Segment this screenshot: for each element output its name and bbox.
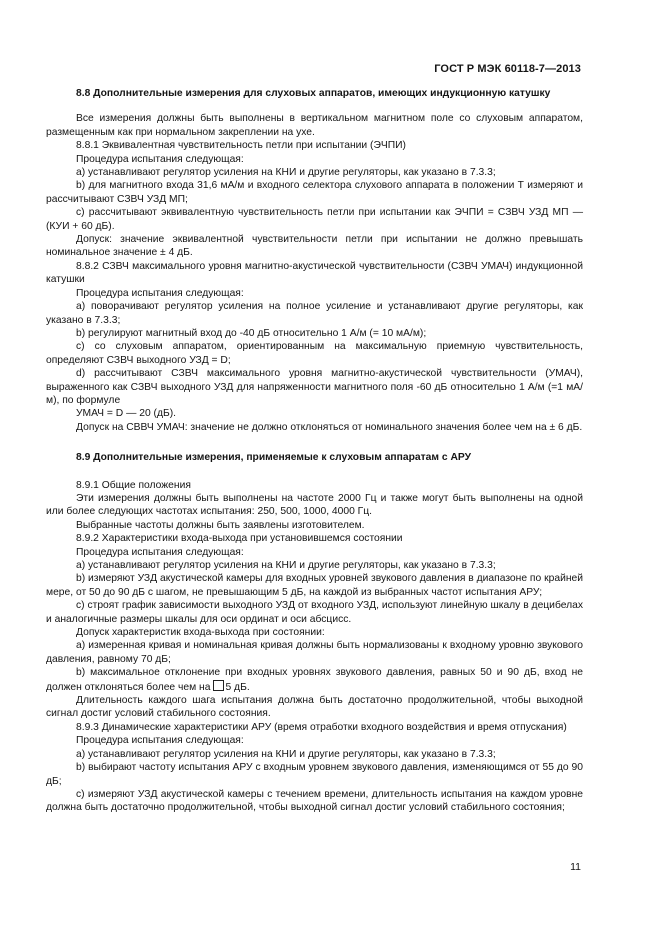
clause-8-9-1-text: Эти измерения должны быть выполнены на частоте 2000 Гц и также могут быть выполнены на одной или более следующих частотах испытания: 250, 500, 1000, 4000 Гц.	[46, 492, 583, 518]
clause-8-8-2-tolerance: Допуск на СВВЧ УМАЧ: значение не должно отклоняться от номинального значения более чем на ± 6 дБ.	[76, 421, 583, 433]
clause-8-9-2-item-a: а) устанавливают регулятор усиления на КНИ и другие регуляторы, как указано в 7.3.3;	[76, 560, 496, 571]
clause-8-9-3-title: 8.9.3 Динамические характеристики АРУ (время отработки входного воздействия и время отпускания)	[76, 721, 567, 733]
section-8-8-title: 8.8 Дополнительные измерения для слуховых аппаратов, имеющих индукционную катушку	[76, 88, 551, 99]
tolerance-b-value: 5 дБ.	[225, 681, 250, 693]
clause-8-8-1-item-a: а) устанавливают регулятор усиления на КНИ и другие регуляторы, как указано в 7.3.3;	[76, 167, 496, 179]
clause-8-9-2-title: 8.9.2 Характеристики входа-выхода при установившемся состоянии	[76, 533, 403, 545]
clause-8-9-2-tolerance-a: а) измеренная кривая и номинальная кривая должны быть нормализованы к входному уровню звукового давления, равному 70 дБ;	[46, 640, 583, 665]
clause-8-8-1-item-c: с) рассчитывают эквивалентную чувствительность петли при испытании как ЭЧПИ = СЗВЧ УЗД МП — (КУИ + 60 дБ).	[46, 207, 583, 232]
clause-8-9-3-item-b: b) выбирают частоту испытания АРУ с входным уровнем звукового давления, изменяющимся от 55 до 90 дБ;	[46, 762, 583, 787]
clause-8-8-1-item-b: b) для магнитного входа 31,6 мА/м и входного селектора слухового аппарата в положении Т измеряют и рассчитывают СЗВЧ УЗД МП;	[46, 180, 583, 205]
clause-8-8-1-tolerance: Допуск: значение эквивалентной чувствительности петли при испытании не должно превышать номинальное значение ± 4 дБ.	[46, 234, 583, 259]
page-content	[46, 87, 583, 815]
clause-8-9-2-tolerance-title: Допуск характеристик входа-выхода при состоянии:	[76, 627, 325, 639]
clause-8-8-1-procedure: Процедура испытания следующая:	[76, 153, 244, 165]
clause-8-9-3-item-a: а) устанавливают регулятор усиления на КНИ и другие регуляторы, как указано в 7.3.3;	[76, 748, 496, 760]
section-8-8-intro: Все измерения должны быть выполнены в вертикальном магнитном поле со слуховым аппаратом, размещенным как при нормальном закреплении на ухе.	[46, 113, 583, 138]
clause-8-9-2-step-duration: Длительность каждого шага испытания должна быть достаточно продолжительной, чтобы выходной сигнал достиг условий стабильного состояния.	[46, 695, 583, 720]
clause-8-9-2-procedure: Процедура испытания следующая:	[76, 546, 244, 558]
page-number: 11	[570, 861, 581, 873]
clause-8-8-2-procedure: Процедура испытания следующая:	[76, 287, 244, 299]
clause-8-8-2-item-d: d) рассчитывают СЗВЧ максимального уровня магнитно-акустической чувствительности (УМАЧ), выраженного как СЗВЧ выходного УЗД для напряженности магнитного поля -60 дБ относительно 1 А/м (=1 мА/м), по формуле	[46, 368, 583, 406]
clause-8-9-1-text-2: Выбранные частоты должны быть заявлены изготовителем.	[76, 519, 365, 531]
tolerance-b-text: b) максимальное отклонение при входных уровнях звукового давления, равных 50 и 90 дБ, вход не должен отклоняться более чем на	[46, 667, 583, 693]
clause-8-9-2-item-b: b) измеряют УЗД акустической камеры для входных уровней звукового давления в диапазоне по крайней мере, от 50 до 90 дБ с шагом, не превышающим 5 дБ, на каждой из выбранных частот испытания АРУ;	[46, 573, 583, 598]
clause-8-9-2-item-c: с) строят график зависимости выходного УЗД от входного УЗД, используют линейную шкалу в децибелах и аналогичные размеры шкалы для оси ординат и оси абсцисс.	[46, 600, 583, 625]
section-8-9-title: 8.9 Дополнительные измерения, применяемые к слуховым аппаратам с АРУ	[76, 452, 472, 464]
clause-8-8-2-formula: УМАЧ = D — 20 (дБ).	[76, 408, 177, 420]
clause-8-9-3-item-c: с) измеряют УЗД акустической камеры с течением времени, длительность испытания на каждом уровне должна быть достаточно продолжительной, чтобы выходной сигнал достиг условий стабильного состояния;	[46, 788, 583, 814]
standard-code: ГОСТ Р МЭК 60118-7—2013	[434, 63, 581, 75]
clause-8-9-1-title: 8.9.1 Общие положения	[76, 479, 191, 491]
clause-8-8-2-item-b: b) регулируют магнитный вход до -40 дБ относительно 1 А/м (= 10 мА/м);	[76, 327, 427, 339]
clause-8-8-1-title: 8.8.1 Эквивалентная чувствительность петли при испытании (ЭЧПИ)	[76, 140, 406, 152]
clause-8-8-2-title: 8.8.2 СЗВЧ максимального уровня магнитно-акустической чувствительности (СЗВЧ УМАЧ) индукционной катушки	[46, 260, 583, 286]
clause-8-9-2-tolerance-b	[46, 666, 583, 694]
clause-8-8-2-item-c: с) со слуховым аппаратом, ориентированным на максимальную приемную чувствительность, определяют СЗВЧ выходного УЗД = D;	[46, 341, 583, 366]
clause-8-9-3-procedure: Процедура испытания следующая:	[76, 735, 244, 747]
clause-8-8-2-item-a: а) поворачивают регулятор усиления на полное усиление и устанавливают другие регуляторы, как указано в 7.3.3;	[46, 301, 583, 326]
plus-minus-box-icon	[213, 680, 224, 691]
